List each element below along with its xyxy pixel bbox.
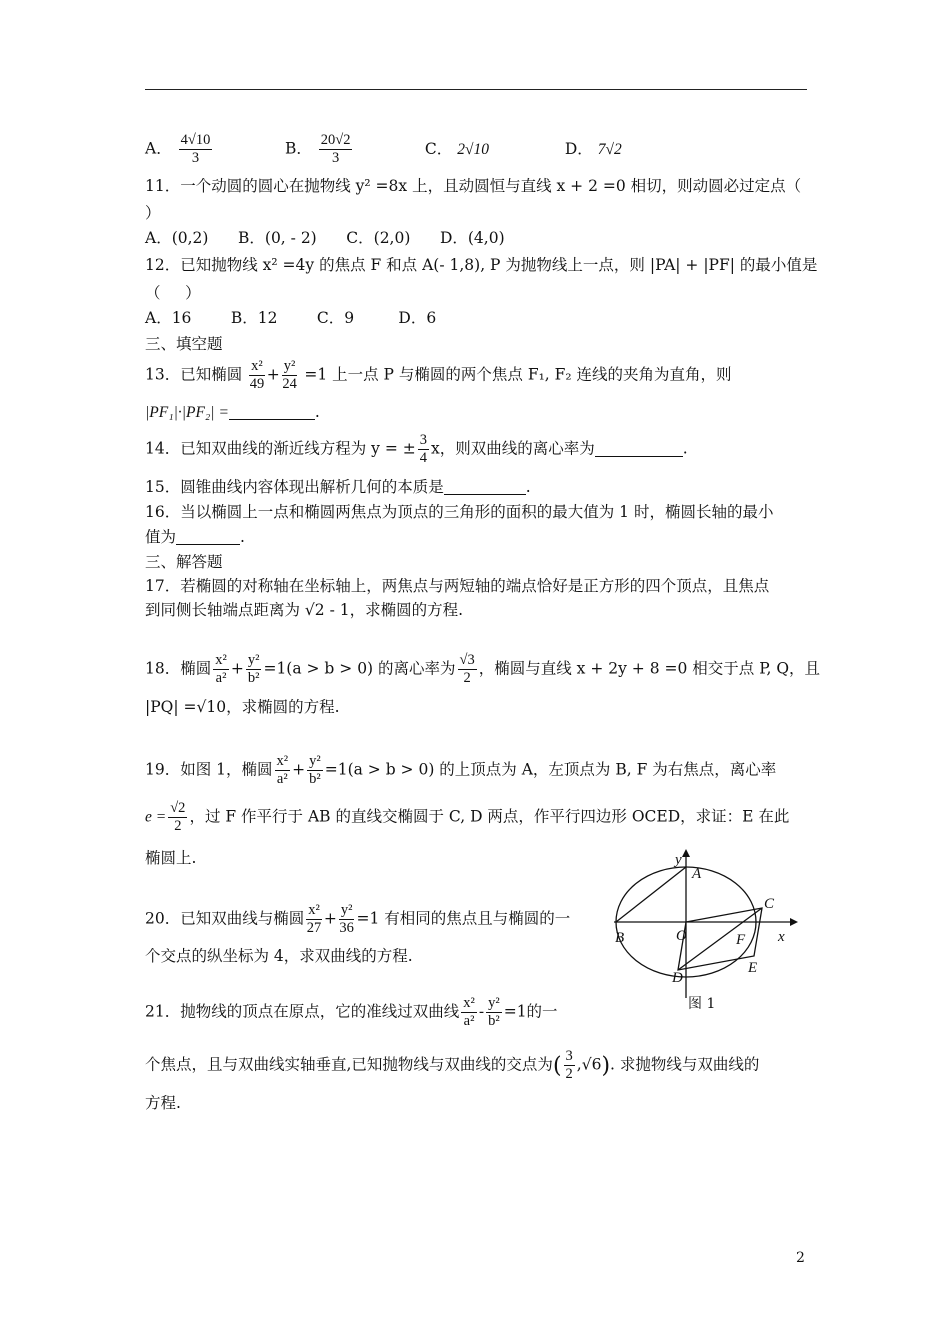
q21-line2: 个焦点，且与双曲线实轴垂直,已知抛物线与双曲线的交点为( $\frac{3}{2}$ ,√6). 求抛物线与双曲线的: [145, 1048, 760, 1082]
q12-line1: 12．已知抛物线 x² =4y 的焦点 F 和点 A(- 1,8), P 为抛物线上一点，则 |PA| + |PF| 的最小值是: [145, 256, 818, 274]
figure-caption: 图 1: [688, 996, 716, 1012]
segment-ab: [616, 867, 686, 922]
q17-line2: 到同侧长轴端点距离为 √2 - 1，求椭圆的方程.: [145, 601, 464, 619]
figure-ellipse-diagram: [612, 848, 807, 1018]
section-answer-heading: 三、解答题: [145, 553, 223, 571]
q11-line1: 11．一个动圆的圆心在抛物线 y² =8x 上，且动圆恒与直线 x + 2 =0 相切，则动圆必过定点（: [145, 177, 802, 195]
q17-line1: 17．若椭圆的对称轴在坐标轴上，两焦点与两短轴的端点恰好是正方形的四个顶点，且焦点: [145, 577, 770, 595]
q19-line1: 19．如图 1，椭圆 $\frac{\text{x²}}{\text{a²}}$ + $\frac{\text{y²}}{\text{b²}}$ =1(a > b > 0) 的上顶点为 A，左顶点为 B, F 为右焦点，离心率: [145, 753, 777, 787]
q13-frac-y: $\frac{\text{y²}}{24}$: [282, 358, 297, 392]
q20-line2: 个交点的纵坐标为 4，求双曲线的方程.: [145, 947, 413, 965]
option-d-value: 7√2: [597, 140, 622, 158]
q12-options: A．16 B．12 C．9 D．6: [145, 309, 437, 327]
x-axis-arrow: [790, 918, 798, 926]
q21-line1: 21．抛物线的顶点在原点，它的准线过双曲线 $\frac{\text{x²}}{\text{a²}}$ - $\frac{\text{y²}}{\text{b²}}$ =1的一: [145, 995, 558, 1029]
q21-line3: 方程.: [145, 1094, 181, 1112]
label-f: F: [736, 932, 746, 948]
option-b-label: B．: [284, 139, 312, 158]
header-rule: [145, 89, 807, 90]
label-e: E: [748, 960, 758, 976]
q11-options: A．(0,2) B．(0, - 2) C．(2,0) D．(4,0): [145, 229, 505, 247]
q19-line2: e = $\frac{√2}{2}$ ，过 F 作平行于 AB 的直线交椭圆于 C, D 两点，作平行四边形 OCED，求证：E 在此: [145, 800, 790, 834]
q15-answer-blank[interactable]: [444, 478, 526, 495]
option-a-fraction: $\frac{4√10}{3}$: [180, 132, 211, 166]
y-axis-arrow: [682, 849, 690, 857]
q14: 14．已知双曲线的渐近线方程为 y = ± $\frac{3}{4}$ x，则双曲线的离心率为 .: [145, 432, 688, 466]
label-y: y: [675, 852, 682, 868]
option-d-label: D．: [564, 139, 593, 158]
section-fill-heading: 三、填空题: [145, 335, 223, 353]
q14-answer-blank[interactable]: [595, 440, 683, 457]
label-o: O: [676, 928, 687, 944]
q13-line1: 13．已知椭圆 $\frac{\text{x²}}{49}$ + $\frac{\text{y²}}{24}$ =1 上一点 P 与椭圆的两个焦点 F₁, F₂ 连线的夹角为直角，则: [145, 358, 732, 392]
label-d: D: [672, 970, 683, 986]
q11-line2: ）: [145, 204, 161, 222]
option-c-value: 2√10: [457, 140, 489, 158]
q16-line1: 16．当以椭圆上一点和椭圆两焦点为顶点的三角形的面积的最大值为 1 时，椭圆长轴的最小: [145, 503, 774, 521]
option-a-label: A．: [145, 139, 172, 158]
q14-frac: $\frac{3}{4}$: [419, 432, 427, 466]
q15: 15．圆锥曲线内容体现出解析几何的本质是 .: [145, 478, 531, 496]
label-b: B: [615, 930, 625, 946]
q13-line2: |PF₁|·|PF₂| = .: [145, 403, 320, 421]
option-c-label: C．: [424, 139, 453, 158]
q12-line2: （ ）: [145, 284, 201, 302]
option-b-fraction: $\frac{20√2}{3}$: [320, 132, 351, 166]
q16-answer-blank[interactable]: [176, 528, 240, 545]
q10-options: [145, 132, 807, 167]
q18-line2: |PQ| =√10，求椭圆的方程.: [145, 698, 340, 716]
q13-frac-x: $\frac{\text{x²}}{49}$: [249, 358, 265, 392]
label-x: x: [778, 929, 785, 945]
label-c: C: [764, 896, 775, 912]
page-number: 2: [796, 1250, 805, 1266]
q16-line2: 值为 .: [145, 528, 245, 546]
q19-line3: 椭圆上.: [145, 849, 197, 867]
q13-answer-blank[interactable]: [229, 403, 315, 420]
q20-line1: 20．已知双曲线与椭圆 $\frac{\text{x²}}{27}$ + $\frac{\text{y²}}{36}$ =1 有相同的焦点且与椭圆的一: [145, 902, 571, 936]
label-a: A: [692, 866, 702, 882]
q18-line1: 18．椭圆 $\frac{\text{x²}}{\text{a²}}$ + $\frac{\text{y²}}{\text{b²}}$ =1(a > b > 0) 的离心率为 $\frac{√3}{2}$ ，椭圆与直线 x + 2y + 8 =0 相交于点 P, Q，且: [145, 652, 821, 686]
